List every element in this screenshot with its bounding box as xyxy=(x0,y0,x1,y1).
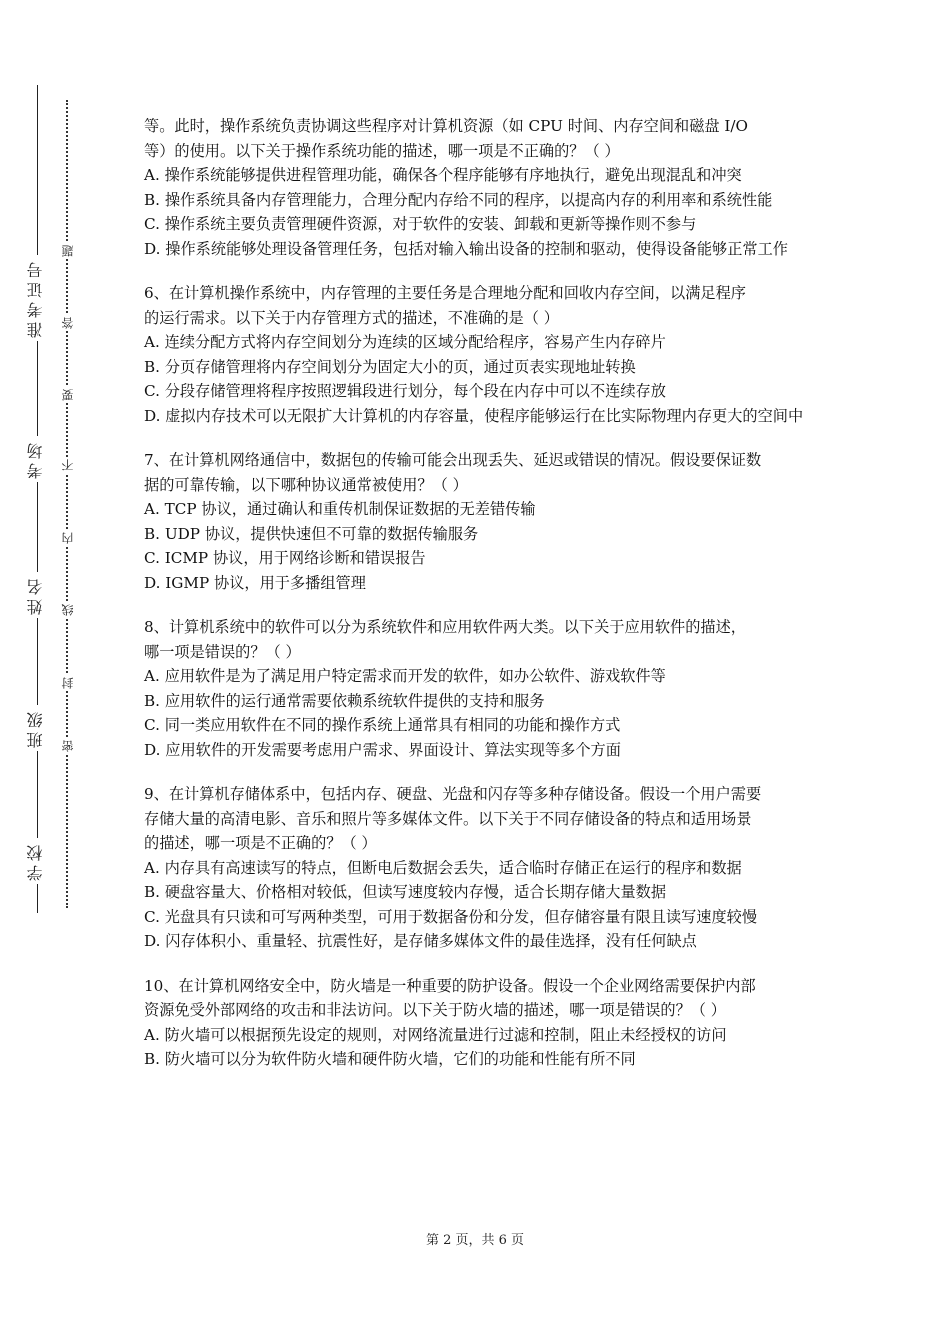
option-a: A. 操作系统能够提供进程管理功能，确保各个程序能够有序地执行，避免出现混乱和冲突 xyxy=(144,166,742,184)
option-a: A. 应用软件是为了满足用户特定需求而开发的软件，如办公软件、游戏软件等 xyxy=(144,667,666,685)
question-stem-line: 7、在计算机网络通信中，数据包的传输可能会出现丢失、延迟或错误的情况。假设要保证数 xyxy=(144,451,762,469)
option-b: B. 操作系统具备内存管理能力，合理分配内存给不同的程序，以提高内存的利用率和系统性能 xyxy=(144,190,773,209)
option-c: C. 光盘具有只读和可写两种类型，可用于数据备份和分发，但存储容量有限且读写速度较慢 xyxy=(144,907,758,926)
seal-note-char: 题 xyxy=(61,245,75,257)
field-school-label: 学校 xyxy=(24,838,47,884)
option-a: A. 连续分配方式将内存空间划分为连续的区域分配给程序，容易产生内存碎片 xyxy=(144,333,666,351)
question-stem-line: 9、在计算机存储体系中，包括内存、硬盘、光盘和闪存等多种存储设备。假设一个用户需要 xyxy=(144,785,762,803)
seal-note-char: 线 xyxy=(61,604,75,616)
option-d: D. 操作系统能够处理设备管理任务，包括对输入输出设备的控制和驱动，使得设备能够正常工作 xyxy=(144,239,788,258)
seal-note-char: 封 xyxy=(61,677,75,689)
question-5-continued xyxy=(144,114,810,261)
question-10 xyxy=(144,974,810,1072)
option-c: C. 同一类应用软件在不同的操作系统上通常具有相同的功能和操作方式 xyxy=(144,716,621,734)
exam-content xyxy=(144,114,810,1092)
binding-dotted-line xyxy=(66,100,68,908)
seal-note-char: 要 xyxy=(61,389,75,401)
option-b: B. 分页存储管理将内存空间划分为固定大小的页，通过页表实现地址转换 xyxy=(144,357,636,376)
option-c: C. ICMP 协议，用于网络诊断和错误报告 xyxy=(144,549,426,567)
question-stem-line: 6、在计算机操作系统中，内存管理的主要任务是合理地分配和回收内存空间，以满足程序 xyxy=(144,284,746,302)
question-stem-line: 资源免受外部网络的攻击和非法访问。以下关于防火墙的描述，哪一项是错误的？（ ） xyxy=(144,1001,726,1019)
option-a: A. 防火墙可以根据预先设定的规则，对网络流量进行过滤和控制，阻止未经授权的访问 xyxy=(144,1025,727,1044)
option-c: C. 分段存储管理将程序按照逻辑段进行划分，每个段在内存中可以不连续存放 xyxy=(144,382,666,400)
field-class-label: 班级 xyxy=(24,705,47,751)
field-name-label: 姓名 xyxy=(24,572,47,618)
option-d: D. 应用软件的开发需要考虑用户需求、界面设计、算法实现等多个方面 xyxy=(144,740,621,759)
seal-note-char: 不 xyxy=(61,459,75,471)
seal-note-char: 密 xyxy=(61,740,75,752)
option-d: D. 虚拟内存技术可以无限扩大计算机的内存容量，使程序能够运行在比实际物理内存更大的空间中 xyxy=(144,406,804,425)
binding-solid-line xyxy=(37,85,38,913)
option-b: B. 防火墙可以分为软件防火墙和硬件防火墙，它们的功能和性能有所不同 xyxy=(144,1050,636,1068)
question-stem-line: 等。此时，操作系统负责协调这些程序对计算机资源（如 CPU 时间、内存空间和磁盘 I/O xyxy=(144,117,748,135)
question-stem-line: 10、在计算机网络安全中，防火墙是一种重要的防护设备。假设一个企业网络需要保护内部 xyxy=(144,976,756,995)
option-d: D. IGMP 协议，用于多播组管理 xyxy=(144,573,366,592)
question-8 xyxy=(144,615,810,762)
question-9 xyxy=(144,782,810,954)
seal-note-char: 内 xyxy=(61,532,75,544)
option-a: A. TCP 协议，通过确认和重传机制保证数据的无差错传输 xyxy=(144,500,536,518)
field-exam-room-label: 考场 xyxy=(24,436,47,482)
page-footer: 第 2 页，共 6 页 xyxy=(425,1233,525,1248)
question-stem-line: 的描述，哪一项是不正确的？（ ） xyxy=(144,834,377,852)
question-stem-line: 等）的使用。以下关于操作系统功能的描述，哪一项是不正确的？（ ） xyxy=(144,141,620,160)
question-stem-line: 8、计算机系统中的软件可以分为系统软件和应用软件两大类。以下关于应用软件的描述， xyxy=(144,618,746,636)
option-c: C. 操作系统主要负责管理硬件资源，对于软件的安装、卸载和更新等操作则不参与 xyxy=(144,215,697,233)
question-stem-line: 的运行需求。以下关于内存管理方式的描述，不准确的是（ ） xyxy=(144,308,559,327)
seal-note-char: 答 xyxy=(61,317,75,329)
question-7 xyxy=(144,448,810,595)
option-b: B. 硬盘容量大、价格相对较低，但读写速度较内存慢，适合长期存储大量数据 xyxy=(144,883,667,901)
option-b: B. 应用软件的运行通常需要依赖系统软件提供的支持和服务 xyxy=(144,691,545,710)
question-stem-line: 据的可靠传输，以下哪种协议通常被使用？（ ） xyxy=(144,475,468,494)
option-d: D. 闪存体积小、重量轻、抗震性好，是存储多媒体文件的最佳选择，没有任何缺点 xyxy=(144,932,697,950)
question-6 xyxy=(144,281,810,428)
question-stem-line: 哪一项是错误的？（ ） xyxy=(144,642,301,661)
option-b: B. UDP 协议，提供快速但不可靠的数据传输服务 xyxy=(144,524,479,543)
option-a: A. 内存具有高速读写的特点，但断电后数据会丢失，适合临时存储正在运行的程序和数据 xyxy=(144,858,742,877)
question-stem-line: 存储大量的高清电影、音乐和照片等多媒体文件。以下关于不同存储设备的特点和适用场景 xyxy=(144,809,752,828)
field-ticket-number-label: 准考证号 xyxy=(24,255,47,341)
